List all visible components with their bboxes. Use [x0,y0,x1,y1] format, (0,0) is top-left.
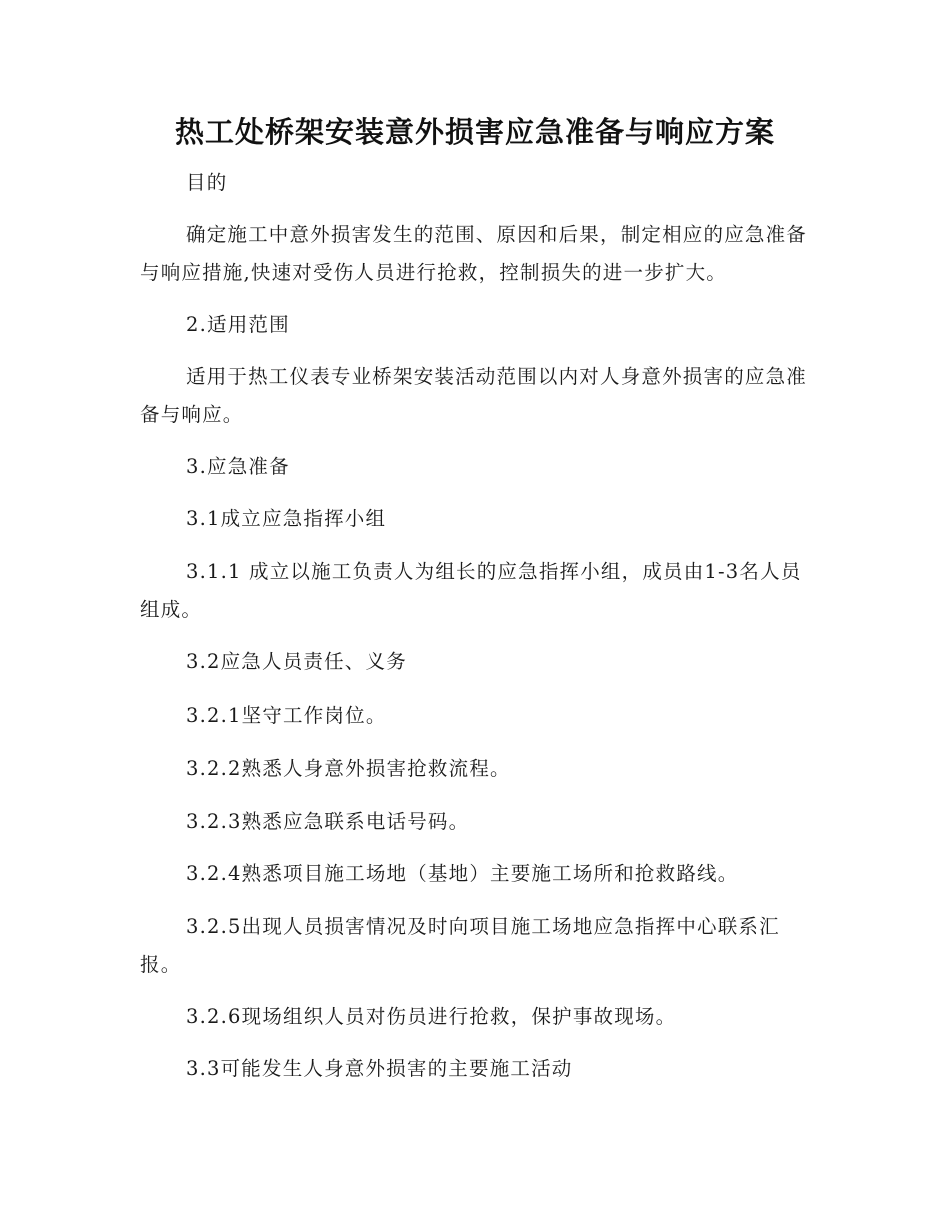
paragraph-section-3-2-5: 3.2.5出现人员损害情况及时向项目施工场地应急指挥中心联系汇报。 [140,915,780,976]
paragraph-section-3-1: 3.1成立应急指挥小组 [186,507,387,530]
paragraph-section-3-2-6: 3.2.6现场组织人员对伤员进行抢救，保护事故现场。 [186,1005,677,1028]
paragraph-section-3-3: 3.3可能发生人身意外损害的主要施工活动 [186,1057,573,1080]
paragraph-section-3-1-1: 3.1.1 成立以施工负责人为组长的应急指挥小组，成员由1-3名人员组成。 [140,560,802,621]
paragraph-emergency-prep-heading: 3.应急准备 [186,455,290,478]
paragraph-section-3-2-4: 3.2.4熟悉项目施工场地（基地）主要施工场所和抢救路线。 [186,862,739,885]
paragraph-section-3-2-1: 3.2.1坚守工作岗位。 [186,704,387,727]
paragraph-section-3-2-3: 3.2.3熟悉应急联系电话号码。 [186,810,470,833]
paragraph-section-3-2-2: 3.2.2熟悉人身意外损害抢救流程。 [186,757,511,780]
paragraph-purpose-heading: 目的 [186,171,228,194]
document-title: 热工处桥架安装意外损害应急准备与响应方案 [174,115,775,149]
paragraph-scope-body: 适用于热工仪表专业桥架安装活动范围以内对人身意外损害的应急准备与响应。 [140,365,808,426]
paragraph-scope-heading: 2.适用范围 [186,313,290,336]
paragraph-section-3-2: 3.2应急人员责任、义务 [186,650,407,673]
paragraph-purpose-body: 确定施工中意外损害发生的范围、原因和后果，制定相应的应急准备与响应措施,快速对受伤人员进行抢救，控制损失的进一步扩大。 [140,223,808,284]
